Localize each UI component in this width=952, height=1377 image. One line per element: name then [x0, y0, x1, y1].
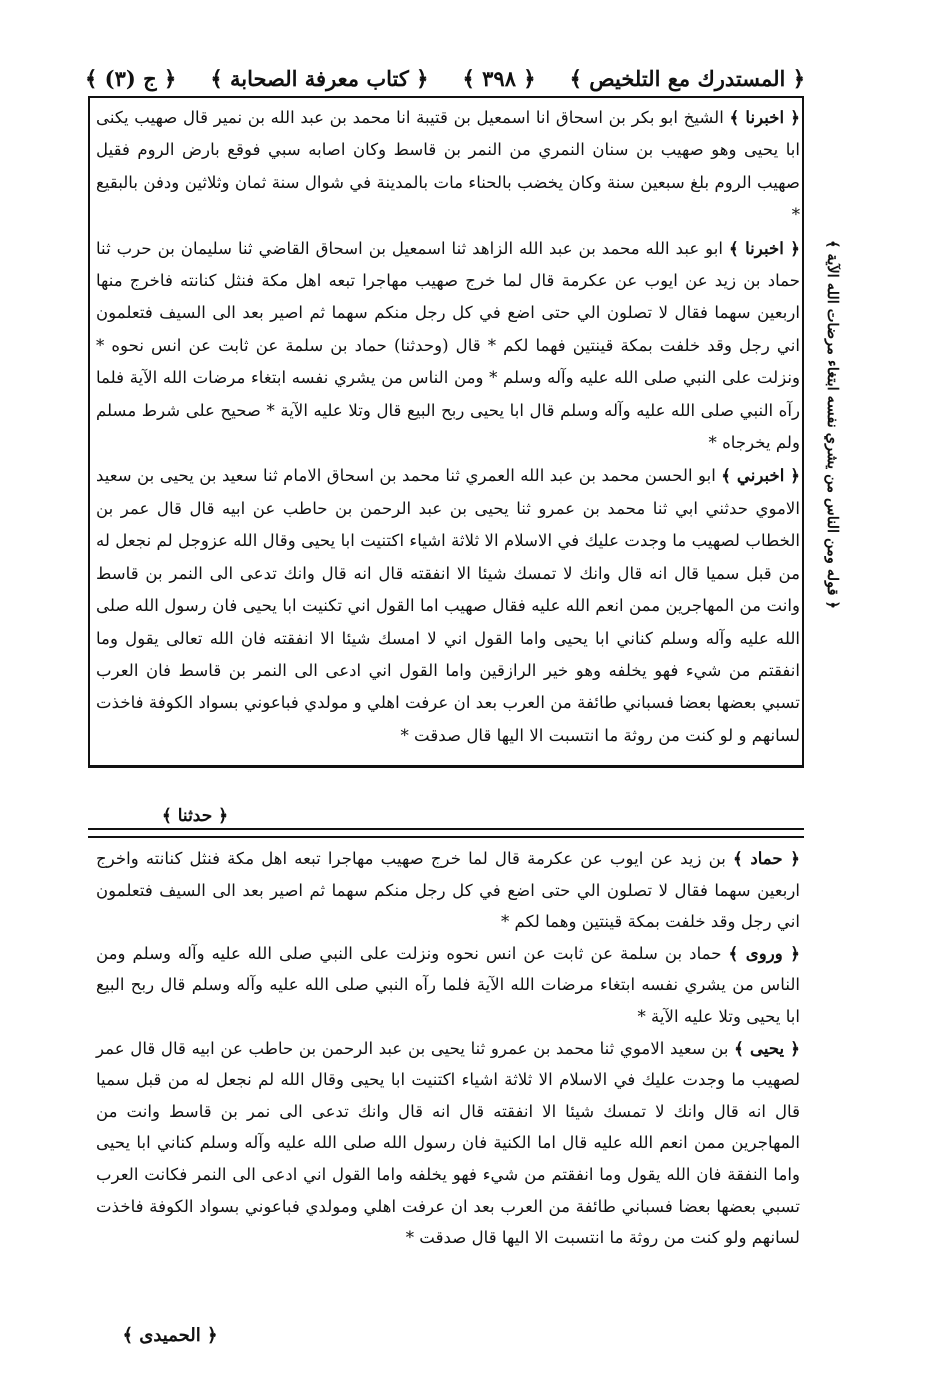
paragraph-lead: ﴿ اخبرنا ﴾ [728, 237, 800, 258]
main-text [96, 101, 800, 752]
header-volume: ﴿ ج (٣) ﴾ [85, 65, 177, 91]
paragraph-body: بن سعيد الاموي ثنا محمد بن عمرو ثنا يحيى بن عبد الرحمن بن حاطب عن ابيه قال قال عمر لصهيب ما وجدت عليك في الاسلام الا ثلاثة اشياء اكتنيت ابا يحيى وقال الله لم نجعل له من قبل سميا قال انه قال وانك لا تمسك شيئا الا انفقته قال انه قال وانك تدعى الى نمر بن قاسط وانت من المهاجرين ممن انعم الله عليه قال اما الكنية فان رسول الله صلى الله عليه وآله وسلم كناني ابا يحيى واما النفقة فان الله يقول وما انفقتم من شيء فهو يخلفه واما القول اني ادعى الى النمر فكانت العرب تسبي بعضها بعضا فسباني طائفة من العرب بعد ان عرفت اهلي ومولدي فباعوني بسواد الكوفة فاخذت لسانهم ولو كنت من روثة ما انتسبت الا اليها قال صدقت * [96, 1038, 800, 1248]
summary-paragraph-3 [96, 1033, 800, 1254]
header-chapter-title: ﴿ كتاب معرفة الصحابة ﴾ [210, 65, 429, 91]
paragraph-body: ابو عبد الله محمد بن عبد الله الزاهد ثنا اسمعيل بن اسحاق القاضي ثنا سليمان بن حرب ثنا حماد بن زيد عن ايوب عن عكرمة قال لما خرج صهيب مهاجرا تبعه اهل مكة فنثل كنانته فاخرج منها اربعين سهما فقال لا تصلون الي حتى اضع في كل رجل منكم سهما ثم اصير بعد الى السيف فتعلمون اني رجل وقد خلفت بمكة قينتين فهما لكم * قال (وحدثنا) حماد بن سلمة عن ثابت عن انس نحوه * ونزلت على النبي صلى الله عليه وآله وسلم * ومن الناس من يشري نفسه ابتغاء مرضات الله الآية فلما رآه النبي صلى الله عليه وآله وسلم قال ابا يحيى ربح البيع قال وتلا عليه الآية * صحيح على شرط مسلم ولم يخرجاه * [96, 238, 800, 453]
paragraph-lead: ﴿ يحيى ﴾ [734, 1037, 800, 1058]
summary-heading: ﴿ حدثنا ﴾ [161, 806, 229, 826]
summary-paragraph-1 [96, 843, 800, 938]
main-paragraph-3 [96, 459, 800, 752]
paragraph-body: الشيخ ابو بكر بن اسحاق انا اسمعيل بن قتيبة انا محمد بن عبد الله بن نمير قال صهيب يكنى ابا يحيى وهو صهيب بن سنان النمري من النمر بن قاسط وكان اصابه سبي فوقع بارض الروم فقيل صهيب الروم بلغ سبعين سنة وكان يخضب بالحناء مات بالمدينة في شوال سنة ثمان وثلاثين ودفن بالبقيع * [96, 108, 800, 225]
paragraph-body: ابو الحسن محمد بن عبد الله العمري ثنا محمد بن اسحاق الامام ثنا سعيد بن يحيى بن سعيد الاموي حدثني ابي ثنا محمد بن عمرو ثنا يحيى بن عبد الرحمن بن حاطب عن ابيه قال قال عمر بن الخطاب لصهيب ما وجدت عليك في الاسلام الا ثلاثة اشياء اكتنيت ابا يحيى وقال الله عزوجل لم نجعل له من قبل سميا قال انه قال وانك لا تمسك شيئا الا انفقته قال انه قال وانك تدعى الى النمر بن قاسط وانت من المهاجرين ممن انعم الله عليه فقال صهيب اما القول اني تكنيت ابا يحيى فان رسول الله صلى الله عليه وآله وسلم كناني ابا يحيى واما القول اني لا امسك شيئا الا انفقته فان الله تعالى يقول وما انفقتم من شيء فهو يخلفه وهو خير الرازقين واما القول اني ادعى الى النمر بن قاسط فان العرب تسبي بعضها بعضا فسباني طائفة من العرب بعد ان عرفت اهلي و مولدي فباعوني بسواد الكوفة فاخذت لسانهم و لو كنت من روثة ما انتسبت الا اليها قال صدقت * [96, 466, 800, 745]
paragraph-lead: ﴿ حماد ﴾ [733, 848, 801, 868]
header-book-title: ﴿ المستدرك مع التلخيص ﴾ [569, 65, 805, 91]
main-paragraph-2 [96, 232, 800, 460]
header-page-number: ﴿ ٣٩٨ ﴾ [462, 65, 536, 91]
margin-note: ﴿ قوله ومن الناس من يشري نفسه ابتغاء مرضات الله الآية ﴾ [824, 240, 841, 610]
page-header [85, 58, 805, 98]
catchword-label: ﴿ الحميدى ﴾ [122, 1325, 218, 1346]
paragraph-body: حماد بن سلمة عن ثابت عن انس نحوه ونزلت على النبي صلى الله عليه وآله وسلم ومن الناس من يشري نفسه ابتغاء مرضات الله الآية فلما رآه النبي صلى الله عليه وآله وسلم قال ربح البيع ابا يحيى وتلا عليه الآية * [96, 943, 800, 1026]
main-paragraph-1 [96, 101, 800, 232]
paragraph-body: بن زيد عن ايوب عن عكرمة قال لما خرج صهيب مهاجرا تبعه اهل مكة فنثل كنانته واخرج اربعين سهما فقال لا تصلون الي حتى اضع في كل رجل منكم سهما ثم اصير بعد الى السيف فتعلمون اني رجل وقد خلفت بمكة قينتين وهما لكم * [96, 849, 800, 932]
divider-rule [88, 836, 804, 838]
summary-text [96, 843, 800, 1254]
paragraph-lead: ﴿ اخبرني ﴾ [721, 465, 800, 486]
divider-rule [88, 828, 804, 830]
summary-paragraph-2 [96, 938, 800, 1033]
paragraph-lead: ﴿ اخبرنا ﴾ [729, 107, 800, 127]
paragraph-lead: ﴿ وروى ﴾ [728, 942, 801, 963]
